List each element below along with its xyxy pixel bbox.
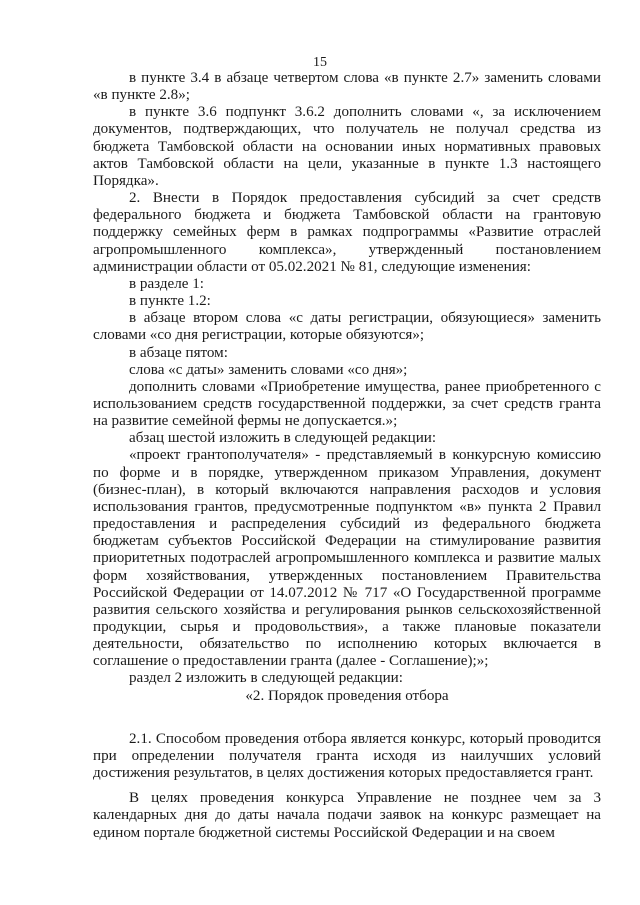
paragraph: слова «с даты» заменить словами «со дня»; xyxy=(129,361,408,378)
paragraph: 2.1. Способом проведения отбора является конкурс, который проводится при определении получателя гранта исходя из наилучших условий достижения результатов, в целях достижения которых предоставляется грант. xyxy=(93,730,601,782)
paragraph: раздел 2 изложить в следующей редакции: xyxy=(129,670,403,687)
paragraph: в абзаце пятом: xyxy=(129,344,228,361)
paragraph: «проект грантополучателя» - представляемый в конкурсную комиссию по форме и в порядке, утвержденном приказом Управления, документ (бизнес-план), в который включаются направления расходов и условия использования грантов, предусмотренные подпунктом «в» пункта 2 Правил предоставления и распределения субсидий из федерального бюджета бюджетам субъектов Российской Федерации на стимулирование развития приоритетных подотраслей агропромышленного комплекса и развитие малых форм хозяйствования, утвержденных постановлением Правительства Российской Федерации от 14.07.2012 № 717 «О Государственной программе развития сельского хозяйства и регулирования рынков сельскохозяйственной продукции, сырья и продовольствия», а также плановые показатели деятельности, обязательство по исполнению которых включается в соглашение о предоставлении гранта (далее - Соглашение);»; xyxy=(93,447,601,670)
paragraph: в пункте 3.6 подпункт 3.6.2 дополнить словами «, за исключением документов, подтверждающих, что получатель не получал средства из бюджета Тамбовской области на основании иных нормативных правовых актов Тамбовской области на цели, указанные в пункте 1.3 настоящего Порядка». xyxy=(93,104,601,189)
paragraph: в абзаце втором слова «с даты регистрации, обязующиеся» заменить словами «со дня регистрации, которые обязуются»; xyxy=(93,310,601,344)
paragraph: 2. Внести в Порядок предоставления субсидий за счет средств федерального бюджета и бюджета Тамбовской области на грантовую поддержку семейных ферм в рамках подпрограммы «Развитие отраслей агропромышленного комплекса», утвержденный постановлением администрации области от 05.02.2021 № 81, следующие изменения: xyxy=(93,190,601,275)
spacer xyxy=(93,705,601,731)
paragraph: абзац шестой изложить в следующей редакции: xyxy=(129,430,437,447)
paragraph: дополнить словами «Приобретение имущества, ранее приобретенного с использованием средств государственной поддержки, за счет средств гранта на развитие семейной фермы не допускается.»; xyxy=(93,378,601,430)
section-heading: «2. Порядок проведения отбора xyxy=(245,687,449,704)
paragraph: В целях проведения конкурса Управление не позднее чем за 3 календарных дня до даты начала подачи заявок на конкурс размещает на едином портале бюджетной системы Российской Федерации и на своем xyxy=(93,790,601,841)
page-number: 15 xyxy=(313,55,327,70)
paragraph: в пункте 1.2: xyxy=(129,293,211,310)
paragraph: в разделе 1: xyxy=(129,275,204,292)
paragraph: в пункте 3.4 в абзаце четвертом слова «в пункте 2.7» заменить словами «в пункте 2.8»; xyxy=(93,70,601,104)
document-body xyxy=(93,70,601,842)
spacer xyxy=(93,782,601,790)
